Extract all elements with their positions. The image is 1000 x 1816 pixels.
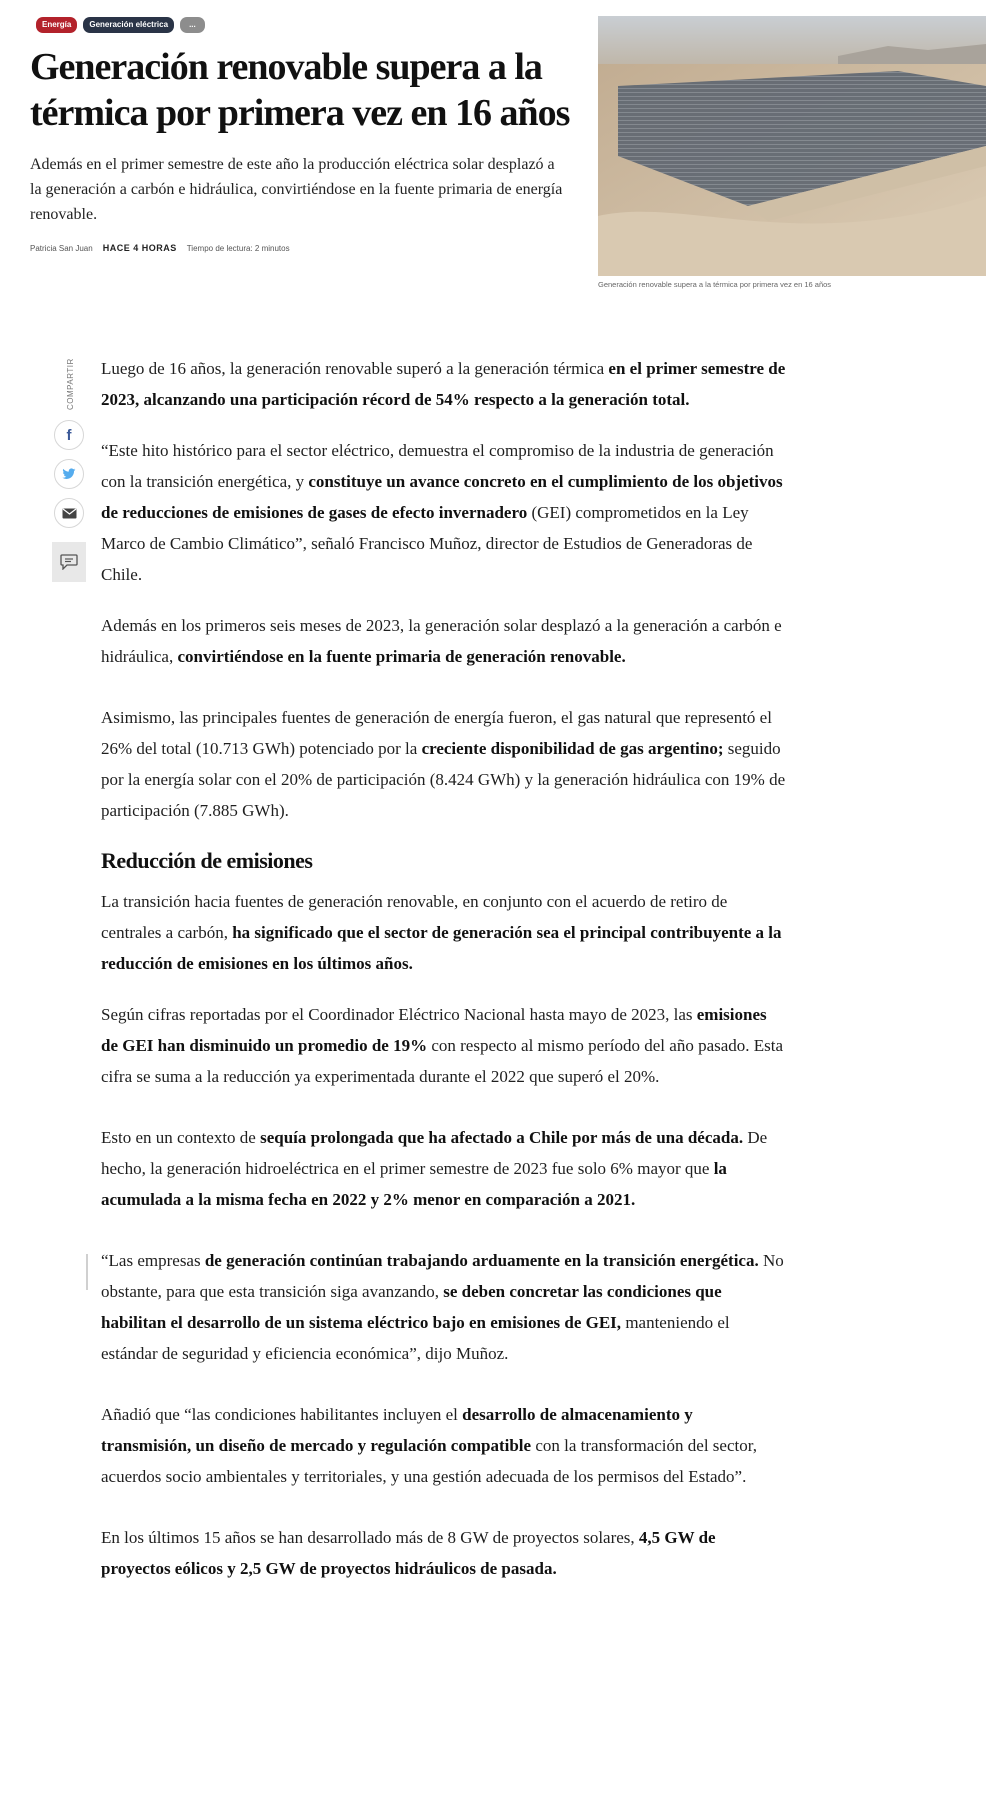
image-caption: Generación renovable supera a la térmica por primera vez en 16 años xyxy=(598,280,832,289)
paragraph: “Este hito histórico para el sector eléctrico, demuestra el compromiso de la industria de generación con la transición energética, y constituye un avance concreto en el cumplimiento de los objetivos de reducciones de emisiones de gases de efecto invernadero (GEI) comprometidos en la Ley Marco de Cambio Climático”, señaló Francisco Muñoz, director de Estudios de Generadoras de Chile. xyxy=(101,441,783,584)
page-title: Generación renovable supera a la térmica por primera vez en 16 años xyxy=(30,46,570,134)
paragraph: Asimismo, las principales fuentes de generación de energía fueron, el gas natural que representó el 26% del total (10.713 GWh) potenciado por la creciente disponibilidad de gas argentino; seguido por la energía solar con el 20% de participación (8.424 GWh) y la generación hidráulica con 19% de participación (7.885 GWh). xyxy=(101,708,786,820)
paragraph: Luego de 16 años, la generación renovable superó a la generación térmica en el primer semestre de 2023, alcanzando una participación récord de 54% respecto a la generación total. xyxy=(101,359,786,409)
paragraph: La transición hacia fuentes de generación renovable, en conjunto con el acuerdo de retiro de centrales a carbón, ha significado que el sector de generación sea el principal contribuyente a la reducción de emisiones en los últimos años. xyxy=(101,892,782,973)
article-lead: Además en el primer semestre de este año la producción eléctrica solar desplazó a la generación a carbón e hidráulica, convirtiéndose en la fuente primaria de energía renovable. xyxy=(30,156,563,223)
share-label: COMPARTIR xyxy=(66,358,75,410)
hero-image xyxy=(598,16,986,276)
category-tags xyxy=(36,17,205,33)
paragraph: Según cifras reportadas por el Coordinador Eléctrico Nacional hasta mayo de 2023, las emisiones de GEI han disminuido un promedio de 19% con respecto al mismo período del año pasado. Esta cifra se suma a la reducción ya experimentada durante el 2022 que superó el 20%. xyxy=(101,1005,784,1086)
facebook-share-button[interactable] xyxy=(54,420,84,450)
paragraph: Esto en un contexto de sequía prolongada que ha afectado a Chile por más de una década. De hecho, la generación hidroeléctrica en el primer semestre de 2023 fue solo 6% mayor que la acumulada a la misma fecha en 2022 y 2% menor en comparación a 2021. xyxy=(101,1128,768,1209)
comments-button[interactable] xyxy=(52,542,86,582)
section-heading: Reducción de emisiones xyxy=(101,848,313,873)
quote-rule xyxy=(86,1254,88,1290)
mail-icon xyxy=(62,508,77,519)
facebook-icon: f xyxy=(66,426,72,444)
article-body xyxy=(101,353,786,1604)
twitter-share-button[interactable] xyxy=(54,459,84,489)
tag-energia[interactable]: Energía xyxy=(36,17,77,33)
email-share-button[interactable] xyxy=(54,498,84,528)
tag-generacion-electrica[interactable]: Generación eléctrica xyxy=(83,17,174,33)
paragraph: En los últimos 15 años se han desarrollado más de 8 GW de proyectos solares, 4,5 GW de proyectos eólicos y 2,5 GW de proyectos hidráulicos de pasada. xyxy=(101,1528,716,1578)
comment-icon xyxy=(60,554,78,570)
publish-time: HACE 4 HORAS xyxy=(102,243,177,253)
twitter-icon xyxy=(62,468,76,480)
paragraph: Añadió que “las condiciones habilitantes incluyen el desarrollo de almacenamiento y transmisión, un diseño de mercado y regulación compatible con la transformación del sector, acuerdos socio ambientales y territoriales, y una gestión adecuada de los permisos del Estado”. xyxy=(101,1405,757,1486)
article-meta xyxy=(30,243,290,253)
more-tags-button[interactable]: ... xyxy=(180,17,205,33)
paragraph: “Las empresas de generación continúan trabajando arduamente en la transición energética. No obstante, para que esta transición siga avanzando, se deben concretar las condiciones que habilitan el desarrollo de un sistema eléctrico bajo en emisiones de GEI, manteniendo el estándar de seguridad y eficiencia económica”, dijo Muñoz. xyxy=(101,1251,784,1363)
author-name[interactable]: Patricia San Juan xyxy=(30,244,93,253)
paragraph: Además en los primeros seis meses de 2023, la generación solar desplazó a la generación a carbón e hidráulica, convirtiéndose en la fuente primaria de generación renovable. xyxy=(101,616,782,666)
solar-farm-illustration xyxy=(598,16,986,276)
reading-time: Tiempo de lectura: 2 minutos xyxy=(186,244,290,253)
